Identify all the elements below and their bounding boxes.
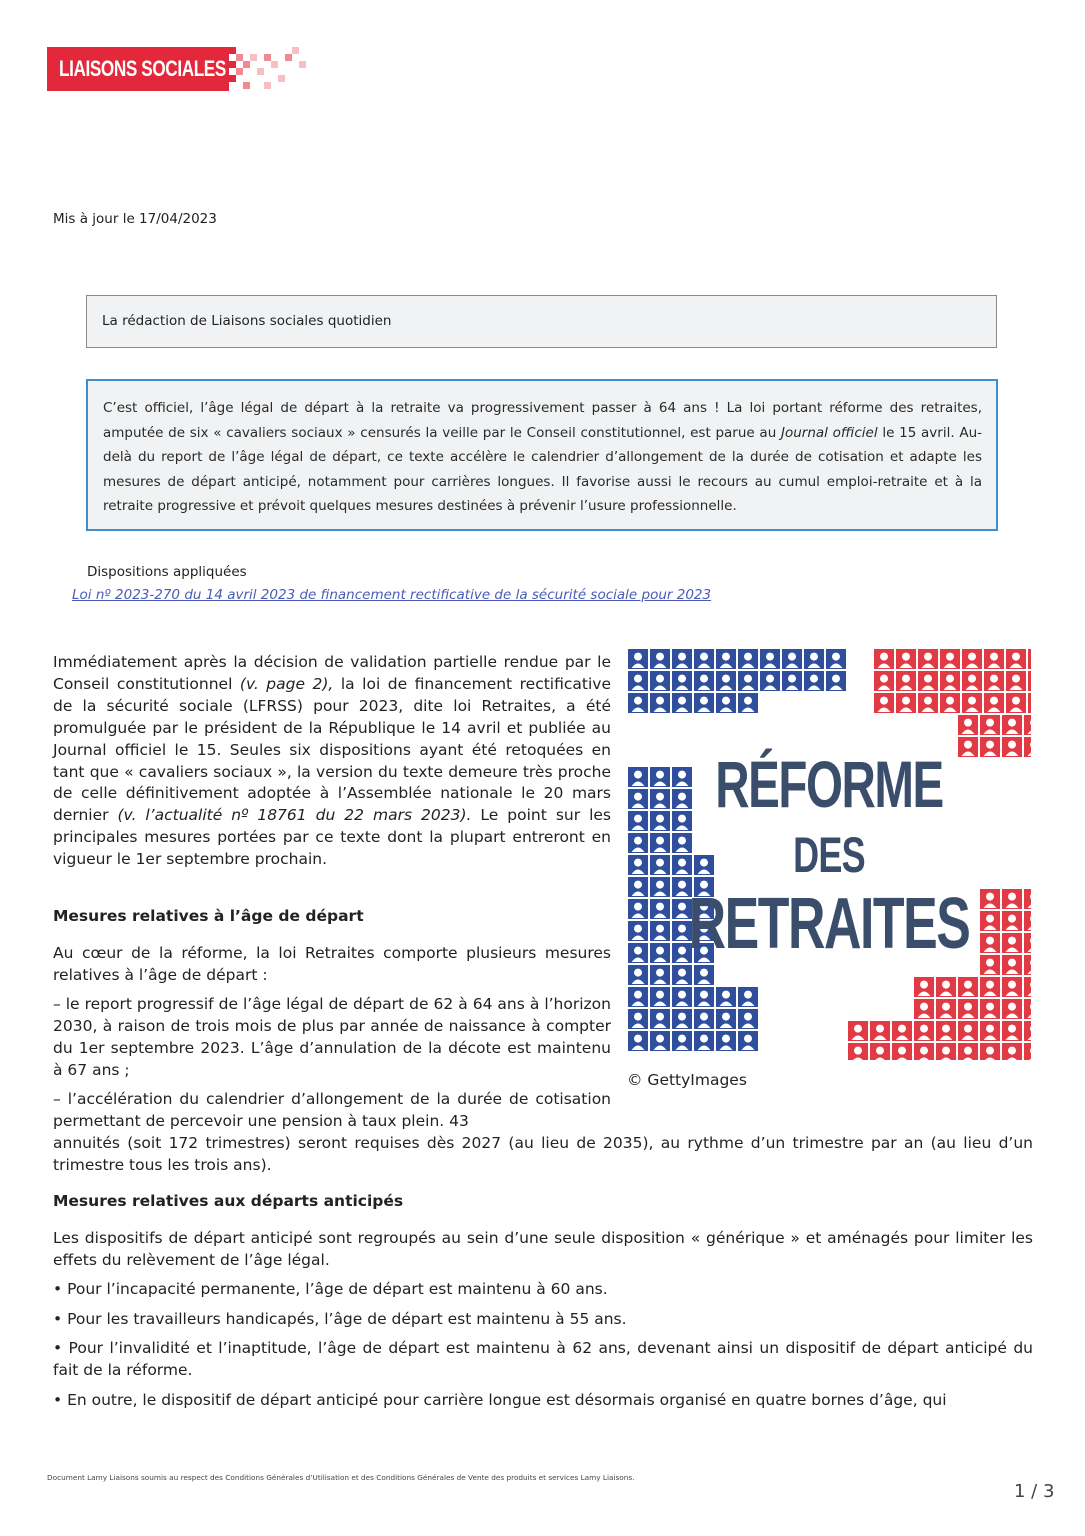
person-silhouette xyxy=(628,789,648,809)
article-paragraph: – le report progressif de l’âge légal de départ de 62 à 64 ans à l’horizon 2030, à raison de trois mois de plus par année de naissance à compter du 1er septembre 2023. L’âge d’annulation de la décote est maintenu à 67 ans ; xyxy=(53,995,611,1079)
person-silhouette xyxy=(716,987,736,1007)
person-silhouette xyxy=(980,889,1000,909)
person-silhouette xyxy=(650,899,670,919)
person-silhouette xyxy=(650,965,670,985)
person-silhouette xyxy=(650,833,670,853)
person-silhouette xyxy=(914,999,934,1019)
person-silhouette xyxy=(980,955,1000,975)
person-silhouette xyxy=(1024,955,1031,975)
logo-text: LIAISONS SOCIALES xyxy=(59,56,226,81)
person-silhouette xyxy=(1002,1043,1022,1060)
person-silhouette xyxy=(980,911,1000,931)
person-silhouette xyxy=(650,649,670,669)
person-silhouette xyxy=(760,649,780,669)
person-silhouette xyxy=(1002,911,1022,931)
person-silhouette xyxy=(694,649,714,669)
person-silhouette xyxy=(984,649,1004,669)
person-silhouette xyxy=(738,1009,758,1029)
lead-text: C’est officiel, l’âge légal de départ à la retraite va progressivement passer à 64 ans ! La loi portant réforme des retraites, amputée de six « cavaliers sociaux » censurés la veille par le Conseil constitutionnel, est parue au xyxy=(103,400,982,441)
person-silhouette xyxy=(870,1043,890,1060)
person-silhouette xyxy=(958,999,978,1019)
person-silhouette xyxy=(980,1021,1000,1041)
reference: (v. page 2), xyxy=(239,674,334,693)
person-silhouette xyxy=(694,987,714,1007)
person-silhouette xyxy=(914,1021,934,1041)
person-silhouette xyxy=(628,965,648,985)
person-silhouette xyxy=(782,671,802,691)
person-silhouette xyxy=(936,977,956,997)
person-silhouette xyxy=(694,693,714,713)
person-silhouette xyxy=(650,767,670,787)
reference: (v. l’actualité nº 18761 du 22 mars 2023). xyxy=(117,806,472,825)
person-silhouette xyxy=(628,1009,648,1029)
logo-pixel xyxy=(229,75,236,82)
logo-pixel xyxy=(271,61,278,68)
bullet-item: • Pour les travailleurs handicapés, l’âge de départ est maintenu à 55 ans. xyxy=(53,1310,627,1328)
logo-pixel xyxy=(285,54,292,61)
person-silhouette xyxy=(650,671,670,691)
person-silhouette xyxy=(1028,693,1031,713)
person-silhouette xyxy=(1002,1021,1022,1041)
logo-pixel xyxy=(229,61,236,68)
person-silhouette xyxy=(958,1043,978,1060)
person-silhouette xyxy=(650,811,670,831)
lead-text: le 15 avril. Au-delà du report de l’âge légal de départ, ce texte accélère le calendrier d’allongement de la durée de cotisation et adapte les mesures de départ anticipé, notamment pour carrières longues. Il favorise aussi le recours au cumul emploi-retraite et à la retraite progressive et prévoit quelques mesures destinées à prévenir l’usure professionnelle. xyxy=(103,424,982,514)
person-silhouette xyxy=(1024,1021,1031,1041)
person-silhouette xyxy=(962,693,982,713)
logo xyxy=(47,47,259,91)
person-silhouette xyxy=(1024,933,1031,953)
person-silhouette xyxy=(650,789,670,809)
bullet-item: • Pour l’invalidité et l’inaptitude, l’âge de départ est maintenu à 62 ans, devenant ainsi un dispositif de départ anticipé du fait de la réforme. xyxy=(53,1339,1033,1379)
person-silhouette xyxy=(980,715,1000,735)
person-silhouette xyxy=(628,1031,648,1051)
person-silhouette xyxy=(980,933,1000,953)
person-silhouette xyxy=(1024,977,1031,997)
logo-pixel xyxy=(243,82,250,89)
person-silhouette xyxy=(738,987,758,1007)
person-silhouette xyxy=(984,671,1004,691)
person-silhouette xyxy=(918,693,938,713)
person-silhouette xyxy=(650,1031,670,1051)
image-caption: © GettyImages xyxy=(627,1071,747,1089)
bullet-item: • Pour l’incapacité permanente, l’âge de départ est maintenu à 60 ans. xyxy=(53,1280,608,1298)
author-name: La rédaction de Liaisons sociales quotidien xyxy=(102,313,392,329)
person-silhouette xyxy=(650,1009,670,1029)
person-silhouette xyxy=(672,649,692,669)
person-silhouette xyxy=(940,693,960,713)
person-silhouette xyxy=(1002,933,1022,953)
person-silhouette xyxy=(694,671,714,691)
person-silhouette xyxy=(628,899,648,919)
person-silhouette xyxy=(958,977,978,997)
person-silhouette xyxy=(914,977,934,997)
person-silhouette xyxy=(896,693,916,713)
person-silhouette xyxy=(672,693,692,713)
person-silhouette xyxy=(936,999,956,1019)
person-silhouette xyxy=(870,1021,890,1041)
person-silhouette xyxy=(1028,649,1031,669)
person-silhouette xyxy=(1024,1043,1031,1060)
author-box xyxy=(86,295,997,348)
person-silhouette xyxy=(628,671,648,691)
logo-pixel xyxy=(292,47,299,54)
person-silhouette xyxy=(1006,649,1026,669)
person-silhouette xyxy=(694,1009,714,1029)
person-silhouette xyxy=(1002,715,1022,735)
person-silhouette xyxy=(1024,889,1031,909)
bullet-item: • En outre, le dispositif de départ anticipé pour carrière longue est désormais organisé en quatre bornes d’âge, qui xyxy=(53,1391,947,1409)
person-silhouette xyxy=(628,833,648,853)
logo-pixel xyxy=(278,75,285,82)
person-silhouette xyxy=(628,921,648,941)
person-silhouette xyxy=(716,671,736,691)
page-number: 1 / 3 xyxy=(1014,1481,1055,1502)
person-silhouette xyxy=(962,649,982,669)
article-paragraph: Au cœur de la réforme, la loi Retraites comporte plusieurs mesures relatives à l’âge de départ : xyxy=(53,944,611,984)
person-silhouette xyxy=(848,1021,868,1041)
logo-pixel xyxy=(250,54,257,61)
person-silhouette xyxy=(940,671,960,691)
person-silhouette xyxy=(738,1031,758,1051)
lead-summary xyxy=(86,379,998,531)
logo-pixel xyxy=(257,68,264,75)
person-silhouette xyxy=(980,977,1000,997)
person-silhouette xyxy=(826,649,846,669)
person-silhouette xyxy=(896,649,916,669)
person-silhouette xyxy=(1006,671,1026,691)
article-paragraph: Les dispositifs de départ anticipé sont regroupés au sein d’une seule disposition « générique » et aménagés pour limiter les effets du relèvement de l’âge légal. xyxy=(53,1229,1033,1269)
person-silhouette xyxy=(716,1031,736,1051)
person-silhouette xyxy=(716,1009,736,1029)
article-paragraph: annuités (soit 172 trimestres) seront requises dès 2027 (au lieu de 2035), au rythme d’un trimestre par an (au lieu d’un trimestre tous les trois ans). xyxy=(53,1134,1033,1174)
logo-pixel xyxy=(236,54,243,61)
person-silhouette xyxy=(694,1031,714,1051)
person-silhouette xyxy=(650,987,670,1007)
person-silhouette xyxy=(1024,715,1031,735)
person-silhouette xyxy=(936,1043,956,1060)
person-silhouette xyxy=(738,649,758,669)
person-silhouette xyxy=(892,1043,912,1060)
person-silhouette xyxy=(650,943,670,963)
person-silhouette xyxy=(628,877,648,897)
person-silhouette xyxy=(848,1043,868,1060)
article-paragraph: – l’accélération du calendrier d’allongement de la durée de cotisation permettant de percevoir une pension à taux plein. 43 xyxy=(53,1090,611,1130)
poster-title-line1: RÉFORME xyxy=(715,747,943,821)
logo-pixel xyxy=(264,82,271,89)
person-silhouette xyxy=(738,693,758,713)
footer-legal-note: Document Lamy Liaisons soumis au respect des Conditions Générales d’Utilisation et des Conditions Générales de Vente des produits et services Lamy Liaisons. xyxy=(47,1473,635,1482)
logo-pixel xyxy=(243,61,250,68)
text: Le point sur les principales mesures portées par ce texte dont la plupart entreront en vigueur le 1er septembre prochain. xyxy=(53,806,611,869)
reform-illustration xyxy=(627,648,1031,1060)
person-silhouette xyxy=(1002,889,1022,909)
person-silhouette xyxy=(1002,999,1022,1019)
person-silhouette xyxy=(760,671,780,691)
person-silhouette xyxy=(874,693,894,713)
person-silhouette xyxy=(628,855,648,875)
person-silhouette xyxy=(1024,999,1031,1019)
person-silhouette xyxy=(980,737,1000,757)
person-silhouette xyxy=(628,693,648,713)
person-silhouette xyxy=(892,1021,912,1041)
text: la loi de financement rectificative de la sécurité sociale (LFRSS) pour 2023, dite loi Retraites, a été promulguée par le président de la République le 14 avril et publiée au Journal officiel le 15. Seules six dispositions ayant été retoquées en tant que « cavaliers sociaux », la version du texte demeure très proche de celle définitivement adoptée à l’Assemblée nationale le 20 mars dernier xyxy=(53,674,611,825)
person-silhouette xyxy=(958,715,978,735)
person-silhouette xyxy=(914,1043,934,1060)
person-silhouette xyxy=(826,671,846,691)
logo-pixel xyxy=(264,54,271,61)
person-silhouette xyxy=(738,671,758,691)
person-silhouette xyxy=(896,671,916,691)
dispositions-link[interactable]: Loi nº 2023-270 du 14 avril 2023 de financement rectificative de la sécurité sociale pour 2023 xyxy=(72,587,712,603)
person-silhouette xyxy=(874,671,894,691)
person-silhouette xyxy=(716,649,736,669)
person-silhouette xyxy=(650,877,670,897)
lead-text-italic: Journal officiel xyxy=(780,424,878,441)
person-silhouette xyxy=(980,1043,1000,1060)
person-silhouette xyxy=(1024,911,1031,931)
person-silhouette xyxy=(672,965,692,985)
person-silhouette xyxy=(694,965,714,985)
person-silhouette xyxy=(936,1021,956,1041)
person-silhouette xyxy=(804,649,824,669)
person-silhouette xyxy=(1024,737,1031,757)
person-silhouette xyxy=(874,649,894,669)
person-silhouette xyxy=(1002,737,1022,757)
updated-date: Mis à jour le 17/04/2023 xyxy=(53,211,217,227)
person-silhouette xyxy=(918,671,938,691)
section-heading: Mesures relatives aux départs anticipés xyxy=(53,1192,404,1210)
person-silhouette xyxy=(672,671,692,691)
person-silhouette xyxy=(650,921,670,941)
person-silhouette xyxy=(650,693,670,713)
person-silhouette xyxy=(716,693,736,713)
person-silhouette xyxy=(628,987,648,1007)
dispositions-label: Dispositions appliquées xyxy=(87,564,247,580)
person-silhouette xyxy=(782,649,802,669)
person-silhouette xyxy=(962,671,982,691)
person-silhouette xyxy=(672,1009,692,1029)
person-silhouette xyxy=(958,1021,978,1041)
person-silhouette xyxy=(984,693,1004,713)
person-silhouette xyxy=(1006,693,1026,713)
person-silhouette xyxy=(672,987,692,1007)
person-silhouette xyxy=(940,649,960,669)
logo-pixel xyxy=(229,47,236,54)
person-silhouette xyxy=(1002,977,1022,997)
logo-pixel xyxy=(236,68,243,75)
person-silhouette xyxy=(804,671,824,691)
person-silhouette xyxy=(628,767,648,787)
person-silhouette xyxy=(918,649,938,669)
section-heading: Mesures relatives à l’âge de départ xyxy=(53,907,364,925)
person-silhouette xyxy=(650,855,670,875)
logo-pixel xyxy=(299,61,306,68)
person-silhouette xyxy=(628,811,648,831)
person-silhouette xyxy=(1028,671,1031,691)
article-paragraph xyxy=(53,652,611,871)
person-silhouette xyxy=(672,1031,692,1051)
person-silhouette xyxy=(628,943,648,963)
poster-title-line3: RETRAITES xyxy=(688,884,970,964)
text: Immédiatement après la décision de validation partielle rendue par le Conseil constitutionnel xyxy=(53,653,611,693)
person-silhouette xyxy=(628,649,648,669)
person-silhouette xyxy=(1002,955,1022,975)
person-silhouette xyxy=(980,999,1000,1019)
poster-title-line2: DES xyxy=(793,827,865,883)
